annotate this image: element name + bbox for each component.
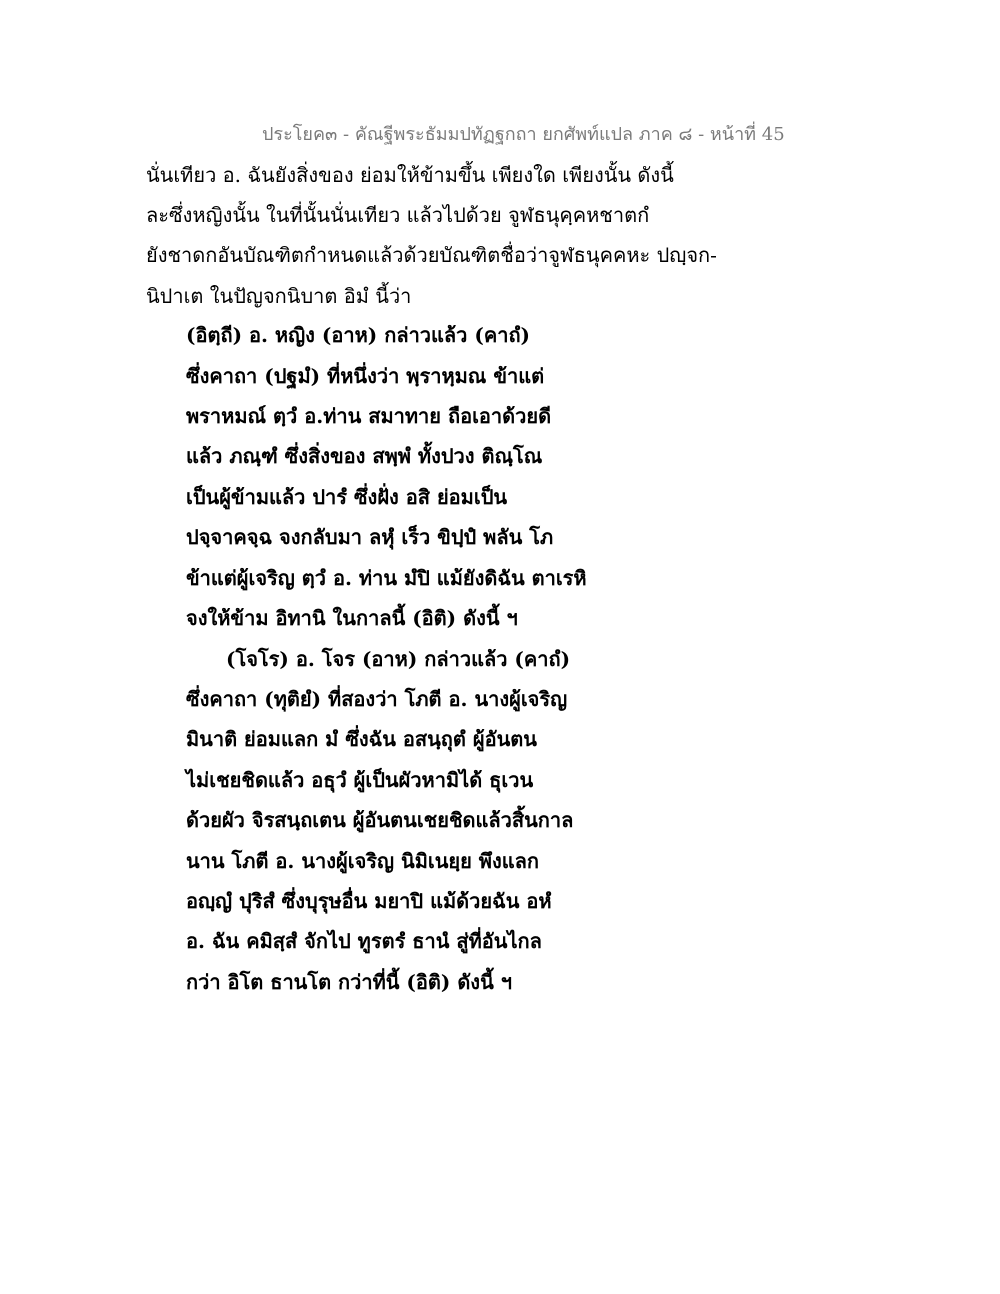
verse-line: ไม่เชยชิดแล้ว อธุวํ ผู้เป็นผัวหามิได้ ธุเวน <box>186 768 534 792</box>
verse-line: กว่า อิโต ธานโต กว่าที่นี้ (อิติ) ดังนี้ ฯ <box>186 970 512 994</box>
verse-line: จงให้ข้าม อิทานิ ในกาลนี้ (อิติ) ดังนี้ ฯ <box>186 606 518 630</box>
paragraph-line: ยังชาดกอันบัณฑิตกำหนดแล้วด้วยบัณฑิตชื่อว่าจูฬธนุคคหะ ปญฺจก- <box>146 243 717 267</box>
verse-line: พราหมณ์ ตฺวํ อ.ท่าน สมาทาย ถือเอาด้วยดี <box>186 404 552 428</box>
page-header: ประโยค๓ - คัณฐีพระธัมมปทัฏฐกถา ยกศัพท์แปล ภาค ๘ - หน้าที่ 45 <box>262 124 785 145</box>
verse-line: มินาติ ย่อมแลก มํ ซึ่งฉัน อสนฺถุตํ ผู้อันตน <box>186 727 537 751</box>
verse-line: ปจฺจาคจฺฉ จงกลับมา ลหุํ เร็ว ขิปฺปํ พลัน โภ <box>186 525 554 549</box>
verse-line: เป็นผู้ข้ามแล้ว ปารํ ซึ่งฝั่ง อสิ ย่อมเป็น <box>186 485 508 509</box>
verse-line: นาน โภตี อ. นางผู้เจริญ นิมิเนยฺย พึงแลก <box>186 849 540 873</box>
verse-line: อ. ฉัน คมิสฺสํ จักไป ทูรตรํ ธานํ สู่ที่อันไกล <box>186 929 542 953</box>
verse-line: อญฺญํ ปุริสํ ซึ่งบุรุษอื่น มยาปิ แม้ด้วยฉัน อหํ <box>186 889 552 913</box>
verse-line: (อิตฺถี) อ. หญิง (อาห) กล่าวแล้ว (คาถํ) <box>186 323 531 347</box>
verse-line: (โจโร) อ. โจร (อาห) กล่าวแล้ว (คาถํ) <box>226 647 571 671</box>
paragraph-line: นั่นเทียว อ. ฉันยังสิ่งของ ย่อมให้ข้ามขึ้น เพียงใด เพียงนั้น ดังนี้ <box>146 163 674 187</box>
verse-line: ซึ่งคาถา (ปฐมํ) ที่หนึ่งว่า พฺราหฺมณ ข้าแต่ <box>186 364 545 388</box>
verse-line: ซึ่งคาถา (ทุติยํ) ที่สองว่า โภตี อ. นางผู้เจริญ <box>186 687 568 711</box>
verse-line: แล้ว ภณฺฑํ ซึ่งสิ่งของ สพฺพํ ทั้งปวง ติณฺโณ <box>186 444 543 468</box>
paragraph-line: นิปาเต ในปัญจกนิบาต อิมํ นี้ว่า <box>146 284 412 308</box>
paragraph-line: ละซึ่งหญิงนั้น ในที่นั้นนั่นเทียว แล้วไปด้วย จูฬธนุคฺคหชาตกํ <box>146 203 650 227</box>
verse-line: ด้วยผัว จิรสนฺถเตน ผู้อันตนเชยชิดแล้วสิ้นกาล <box>186 808 574 832</box>
verse-line: ข้าแต่ผู้เจริญ ตฺวํ อ. ท่าน มํปิ แม้ยังดิฉัน ตาเรหิ <box>186 566 587 590</box>
